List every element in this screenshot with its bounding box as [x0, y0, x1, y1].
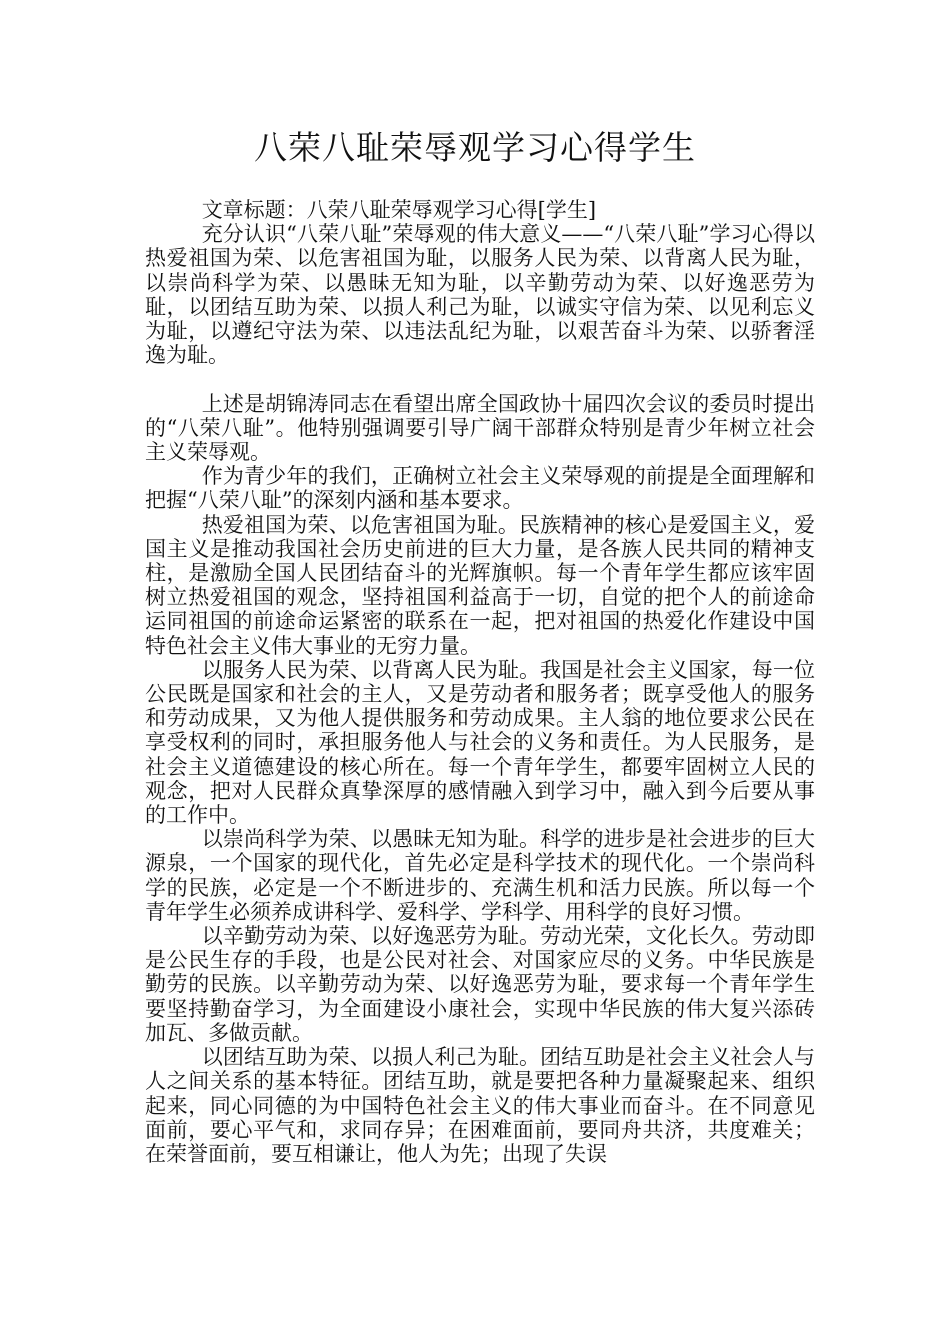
paragraph: 以团结互助为荣、以损人利己为耻。团结互助是社会主义社会人与人之间关系的基本特征。团结互助，就是要把各种力量凝聚起来、组织起来，同心同德的为中国特色社会主义的伟大事业而奋斗。在不同意见面前，要心平气和，求同存异；在困难面前，要同舟共济，共度难关；在荣誉面前，要互相谦让，他人为先；出现了失误	[145, 1045, 815, 1166]
paragraph: 热爱祖国为荣、以危害祖国为耻。民族精神的核心是爱国主义，爱国主义是推动我国社会历史前进的巨大力量，是各族人民共同的精神支柱，是激励全国人民团结奋斗的光辉旗帜。每一个青年学生都应该牢固树立热爱祖国的观念，坚持祖国利益高于一切，自觉的把个人的前途命运同祖国的前途命运紧密的联系在一起，把对祖国的热爱化作建设中国特色社会主义伟大事业的无穷力量。	[145, 512, 815, 658]
paragraph: 作为青少年的我们，正确树立社会主义荣辱观的前提是全面理解和把握“八荣八耻”的深刻内涵和基本要求。	[145, 464, 815, 513]
page-title: 八荣八耻荣辱观学习心得学生	[254, 128, 696, 167]
paragraph: 以辛勤劳动为荣、以好逸恶劳为耻。劳动光荣，文化长久。劳动即是公民生存的手段，也是公民对社会、对国家应尽的义务。中华民族是勤劳的民族。以辛勤劳动为荣、以好逸恶劳为耻，要求每一个青年学生要坚持勤奋学习，为全面建设小康社会，实现中华民族的伟大复兴添砖加瓦、多做贡献。	[145, 924, 815, 1045]
paragraph: 充分认识“八荣八耻”荣辱观的伟大意义——“八荣八耻”学习心得以热爱祖国为荣、以危害祖国为耻，以服务人民为荣、以背离人民为耻，以崇尚科学为荣、以愚昧无知为耻，以辛勤劳动为荣、以好逸恶劳为耻，以团结互助为荣、以损人利己为耻，以诚实守信为荣、以见利忘义为耻，以遵纪守法为荣、以违法乱纪为耻，以艰苦奋斗为荣、以骄奢淫逸为耻。	[145, 222, 815, 368]
paragraph: 以崇尚科学为荣、以愚昧无知为耻。科学的进步是社会进步的巨大源泉，一个国家的现代化，首先必定是科学技术的现代化。一个崇尚科学的民族，必定是一个不断进步的、充满生机和活力民族。所以每一个青年学生必须养成讲科学、爱科学、学科学、用科学的良好习惯。	[145, 827, 815, 924]
blank-line	[145, 367, 815, 391]
paragraph: 以服务人民为荣、以背离人民为耻。我国是社会主义国家，每一位公民既是国家和社会的主人，又是劳动者和服务者；既享受他人的服务和劳动成果，又为他人提供服务和劳动成果。主人翁的地位要求公民在享受权利的同时，承担服务他人与社会的义务和责任。为人民服务，是社会主义道德建设的核心所在。每一个青年学生，都要牢固树立人民的观念，把对人民群众真挚深厚的感情融入到学习中，融入到今后要从事的工作中。	[145, 657, 815, 828]
document-body	[145, 198, 815, 1166]
article-title-line: 文章标题：八荣八耻荣辱观学习心得[学生]	[201, 198, 597, 222]
paragraph: 上述是胡锦涛同志在看望出席全国政协十届四次会议的委员时提出的“八荣八耻”。他特别强调要引导广阔干部群众特别是青少年树立社会主义荣辱观。	[145, 391, 815, 465]
